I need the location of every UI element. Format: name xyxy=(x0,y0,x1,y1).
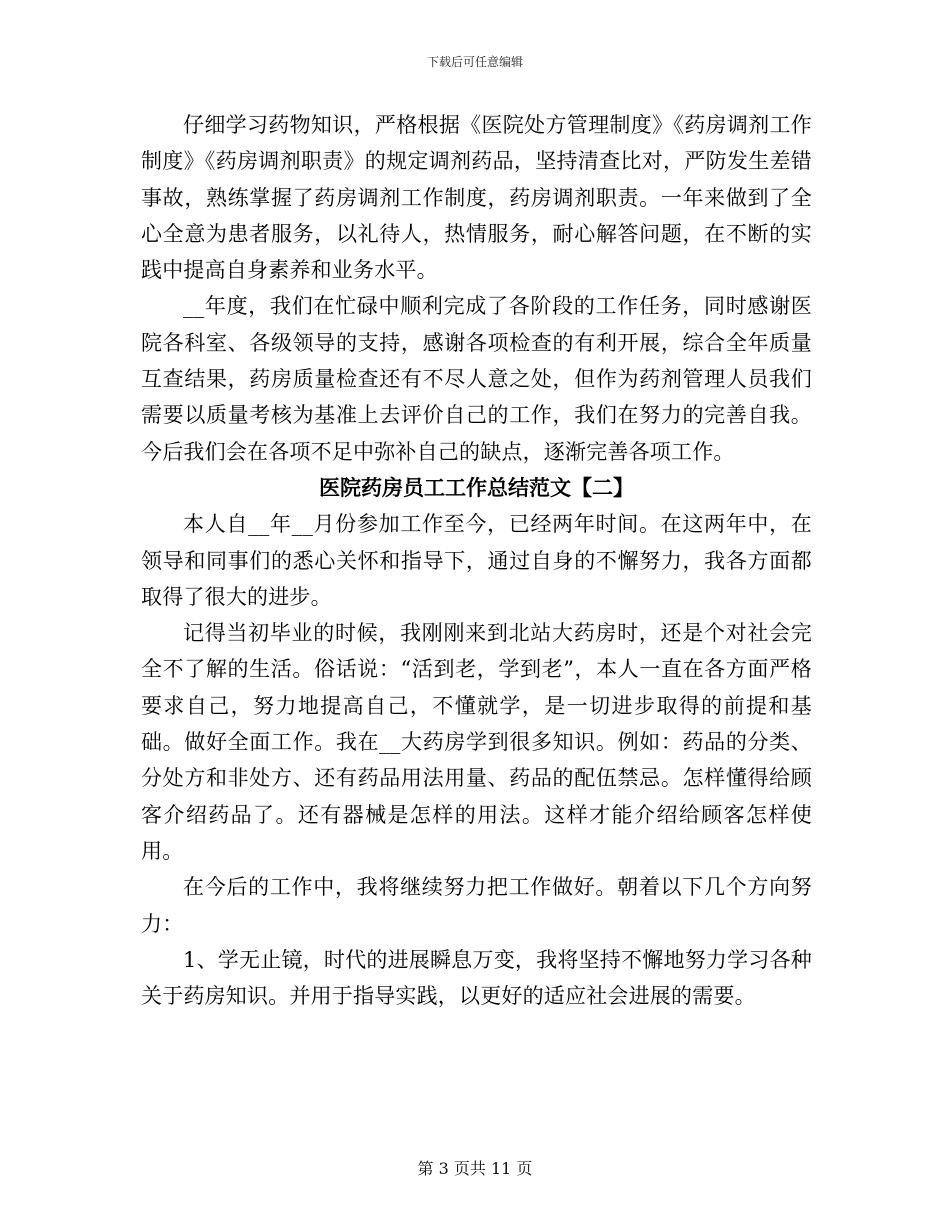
paragraph: 仔细学习药物知识，严格根据《医院处方管理制度》《药房调剂工作制度》《药房调剂职责》的规定调剂药品，坚持清查比对，严防发生差错事故，熟练掌握了药房调剂工作制度，药房调剂职责。一年来做到了全心全意为患者服务，以礼待人，热情服务，耐心解答问题，在不断的实践中提高自身素养和业务水平。 xyxy=(141,113,812,283)
paragraph: 本人自__年__月份参加工作至今，已经两年时间。在这两年中，在领导和同事们的悉心关怀和指导下，通过自身的不懈努力，我各方面都取得了很大的进步。 xyxy=(141,512,812,609)
document-body xyxy=(141,107,812,1014)
section-title: 医院药房员工工作总结范文【二】 xyxy=(319,474,634,500)
paragraph: 记得当初毕业的时候，我刚刚来到北站大药房时，还是个对社会完全不了解的生活。俗话说：“活到老，学到老”，本人一直在各方面严格要求自己，努力地提高自己，不懂就学，是一切进步取得的前提和基础。做好全面工作。我在__大药房学到很多知识。例如：药品的分类、分处方和非处方、还有药品用法用量、药品的配伍禁忌。怎样懂得给顾客介绍药品了。还有器械是怎样的用法。这样才能介绍给顾客怎样使用。 xyxy=(141,621,812,863)
paragraph: __年度，我们在忙碌中顺利完成了各阶段的工作任务，同时感谢医院各科室、各级领导的支持，感谢各项检查的有利开展，综合全年质量互查结果，药房质量检查还有不尽人意之处，但作为药剂管理人员我们需要以质量考核为基准上去评价自己的工作，我们在努力的完善自我。今后我们会在各项不足中弥补自己的缺点，逐渐完善各项工作。 xyxy=(141,294,812,464)
page-number: 第 3 页共 11 页 xyxy=(417,1159,533,1178)
header-note: 下载后可任意编辑 xyxy=(426,55,523,69)
paragraph: 在今后的工作中，我将继续努力把工作做好。朝着以下几个方向努力： xyxy=(141,875,812,936)
paragraph: 1、学无止镜，时代的进展瞬息万变，我将坚持不懈地努力学习各种关于药房知识。并用于指导实践，以更好的适应社会进展的需要。 xyxy=(141,947,812,1009)
